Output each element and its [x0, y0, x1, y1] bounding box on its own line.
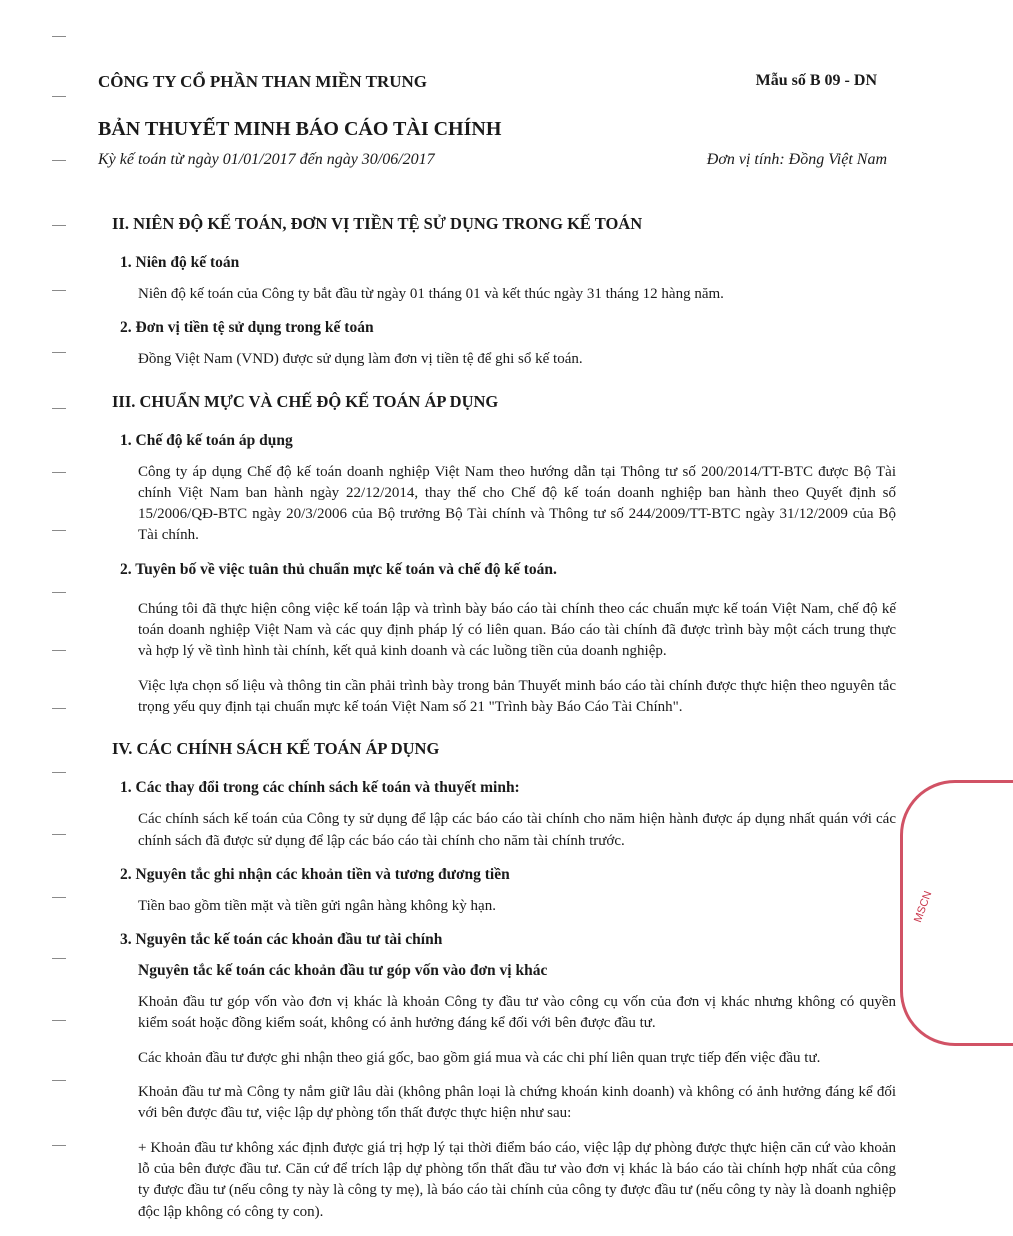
margin-mark: [52, 225, 66, 226]
subsection-heading: 3. Nguyên tắc kế toán các khoản đầu tư tài chính: [120, 931, 443, 949]
margin-mark: [52, 1145, 66, 1146]
margin-mark: [52, 290, 66, 291]
margin-mark: [52, 352, 66, 353]
paragraph: Niên độ kế toán của Công ty bắt đầu từ ngày 01 tháng 01 và kết thúc ngày 31 tháng 12 hàng năm.: [138, 286, 724, 302]
margin-mark: [52, 408, 66, 409]
margin-mark: [52, 897, 66, 898]
subsection-heading: 1. Các thay đổi trong các chính sách kế toán và thuyết minh:: [120, 779, 520, 797]
section-heading: III. CHUẨN MỰC VÀ CHẾ ĐỘ KẾ TOÁN ÁP DỤNG: [112, 391, 499, 411]
margin-mark: [52, 36, 66, 37]
paragraph: Công ty áp dụng Chế độ kế toán doanh nghiệp Việt Nam theo hướng dẫn tại Thông tư số 200/2014/TT-BTC được Bộ Tài chính Việt Nam ban hành ngày 22/12/2014, thay thế cho Chế độ kế toán doanh nghiệp ban hành theo Quyết định số 15/2006/QĐ-BTC ngày 20/3/2006 của Bộ trưởng Bộ Tài chính và Thông tư số 244/2009/TT-BTC ngày 31/12/2009 của Bộ Tài chính.: [138, 463, 896, 544]
sub-subsection-heading: Nguyên tắc kế toán các khoản đầu tư góp vốn vào đơn vị khác: [138, 962, 548, 980]
subsection-heading: 1. Chế độ kế toán áp dụng: [120, 431, 293, 449]
stamp-text: MSCN: [912, 889, 935, 925]
document-body: [96, 214, 896, 1236]
margin-mark: [52, 958, 66, 959]
subsection-heading: 2. Tuyên bố về việc tuân thủ chuẩn mực kế toán và chế độ kế toán.: [120, 560, 557, 578]
subsection-heading: 2. Nguyên tắc ghi nhận các khoản tiền và tương đương tiền: [120, 865, 510, 883]
section-heading: IV. CÁC CHÍNH SÁCH KẾ TOÁN ÁP DỤNG: [112, 739, 440, 759]
paragraph: Khoản đầu tư góp vốn vào đơn vị khác là khoản Công ty đầu tư vào công cụ vốn của đơn vị khác nhưng không có quyền kiểm soát hoặc đồng kiểm soát, không có ảnh hưởng đáng kể đối với bên được đầu tư.: [138, 994, 896, 1032]
section-heading: II. NIÊN ĐỘ KẾ TOÁN, ĐƠN VỊ TIỀN TỆ SỬ DỤNG TRONG KẾ TOÁN: [112, 214, 643, 233]
margin-mark: [52, 708, 66, 709]
paragraph: Các khoản đầu tư được ghi nhận theo giá gốc, bao gồm giá mua và các chi phí liên quan trực tiếp đến việc đầu tư.: [138, 1049, 821, 1066]
currency-unit: Đơn vị tính: Đồng Việt Nam: [706, 151, 887, 168]
document-title: BẢN THUYẾT MINH BÁO CÁO TÀI CHÍNH: [98, 118, 502, 140]
paragraph: Việc lựa chọn số liệu và thông tin cần phải trình bày trong bản Thuyết minh báo cáo tài chính được thực hiện theo nguyên tắc trọng yếu quy định tại chuẩn mực kế toán Việt Nam số 21 "Trình bày Báo Cáo Tài Chính".: [138, 677, 896, 715]
reporting-period: Kỳ kế toán từ ngày 01/01/2017 đến ngày 30/06/2017: [98, 151, 435, 168]
company-name: CÔNG TY CỔ PHẦN THAN MIỀN TRUNG: [98, 72, 428, 91]
paragraph: Tiền bao gồm tiền mặt và tiền gửi ngân hàng không kỳ hạn.: [138, 897, 496, 914]
margin-mark: [52, 1020, 66, 1021]
form-number: Mẫu số B 09 - DN: [755, 72, 877, 89]
paragraph: Đồng Việt Nam (VND) được sử dụng làm đơn vị tiền tệ để ghi sổ kế toán.: [138, 351, 583, 368]
margin-mark: [52, 1080, 66, 1081]
paragraph: Chúng tôi đã thực hiện công việc kế toán lập và trình bày báo cáo tài chính theo các chuẩn mực kế toán Việt Nam, chế độ kế toán doanh nghiệp Việt Nam và các quy định pháp lý có liên quan. Báo cáo tài chính đã được trình bày một cách trung thực và hợp lý về tình hình tài chính, kết quả kinh doanh và các luồng tiền của doanh nghiệp.: [138, 600, 896, 660]
margin-mark: [52, 472, 66, 473]
margin-mark: [52, 834, 66, 835]
margin-mark: [52, 772, 66, 773]
margin-mark: [52, 592, 66, 593]
paragraph: Các chính sách kế toán của Công ty sử dụng để lập các báo cáo tài chính cho năm hiện hành được áp dụng nhất quán với các chính sách đã được sử dụng để lập các báo cáo tài chính cho năm tài chính trước.: [138, 811, 896, 849]
margin-mark: [52, 96, 66, 97]
paragraph: Khoản đầu tư mà Công ty nắm giữ lâu dài (không phân loại là chứng khoán kinh doanh) và không có ảnh hưởng đáng kể đối với bên được đầu tư, việc lập dự phòng tổn thất được thực hiện như sau:: [138, 1084, 896, 1122]
margin-mark: [52, 530, 66, 531]
margin-mark: [52, 160, 66, 161]
subsection-heading: 1. Niên độ kế toán: [120, 254, 240, 271]
margin-mark: [52, 650, 66, 651]
subsection-heading: 2. Đơn vị tiền tệ sử dụng trong kế toán: [120, 319, 374, 337]
paragraph: + Khoản đầu tư không xác định được giá trị hợp lý tại thời điểm báo cáo, việc lập dự phòng được thực hiện căn cứ vào khoản lỗ của bên được đầu tư. Căn cứ để trích lập dự phòng tổn thất đầu tư vào đơn vị khác là báo cáo tài chính hợp nhất của công ty được đầu tư (nếu công ty này là công ty mẹ), là báo cáo tài chính của công ty được đầu tư (nếu công ty này là doanh nghiệp độc lập không có công ty con).: [138, 1139, 896, 1220]
